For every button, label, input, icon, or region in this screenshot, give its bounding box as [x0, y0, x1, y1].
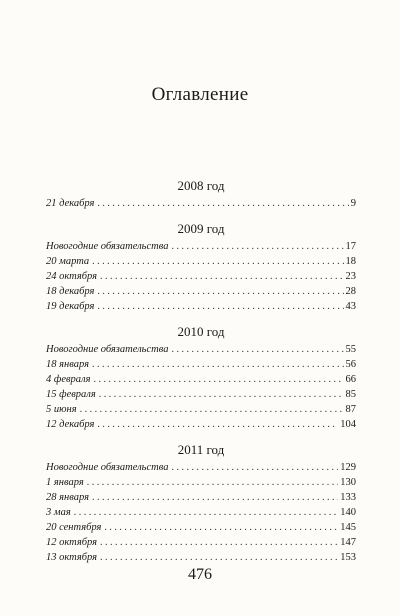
dot-leader: [97, 196, 348, 211]
toc-entry-page: 147: [340, 537, 356, 548]
dot-leader: [104, 520, 338, 535]
toc-entry-label: 15 февраля: [46, 389, 96, 400]
dot-leader: [171, 460, 338, 475]
toc-entry: [46, 505, 356, 520]
toc-entry-page: 87: [345, 404, 356, 415]
toc-entry: [46, 520, 356, 535]
toc-entry-page: 85: [345, 389, 356, 400]
toc-entry-label: Новогодние обязательства: [46, 241, 169, 252]
toc-entry: [46, 269, 356, 284]
table-of-contents: [46, 178, 356, 575]
dot-leader: [100, 550, 338, 565]
toc-entry: [46, 239, 356, 254]
toc-entry-page: 129: [340, 462, 356, 473]
toc-entry: [46, 490, 356, 505]
toc-entry-label: 20 сентября: [46, 522, 102, 533]
toc-entry: [46, 475, 356, 490]
toc-entry: [46, 387, 356, 402]
dot-leader: [74, 505, 339, 520]
dot-leader: [80, 402, 344, 417]
page-title: Оглавление: [151, 84, 249, 105]
toc-entry: [46, 372, 356, 387]
toc-entry-page: 56: [345, 359, 356, 370]
toc-entry-label: 19 декабря: [46, 301, 95, 312]
page-number: 476: [188, 566, 212, 583]
dot-leader: [97, 284, 343, 299]
dot-leader: [100, 269, 343, 284]
dot-leader: [92, 357, 344, 372]
toc-entry-page: 133: [340, 492, 356, 503]
toc-entry-label: Новогодние обязательства: [46, 344, 169, 355]
dot-leader: [97, 299, 343, 314]
toc-entry: [46, 284, 356, 299]
dot-leader: [100, 535, 338, 550]
toc-entry: [46, 254, 356, 269]
toc-entry-label: 12 октября: [46, 537, 98, 548]
toc-entry: [46, 196, 356, 211]
toc-entry: [46, 402, 356, 417]
toc-entry: [46, 550, 356, 565]
toc-entry-page: 17: [345, 241, 356, 252]
toc-entry-label: 20 марта: [46, 256, 90, 267]
toc-entry-page: 55: [345, 344, 356, 355]
dot-leader: [87, 475, 339, 490]
toc-entry-label: 12 декабря: [46, 419, 95, 430]
toc-entry-label: 1 января: [46, 477, 84, 488]
dot-leader: [94, 372, 344, 387]
dot-leader: [97, 417, 338, 432]
dot-leader: [99, 387, 344, 402]
toc-entry-label: 28 января: [46, 492, 89, 503]
toc-entry-label: 18 декабря: [46, 286, 95, 297]
dot-leader: [171, 239, 343, 254]
toc-entry-page: 43: [345, 301, 356, 312]
dot-leader: [171, 342, 343, 357]
toc-section-2009: [46, 221, 356, 314]
toc-section-2010: [46, 324, 356, 432]
toc-entry: [46, 299, 356, 314]
toc-section-2011: [46, 442, 356, 565]
toc-entry: [46, 357, 356, 372]
toc-entry: [46, 460, 356, 475]
dot-leader: [92, 490, 338, 505]
toc-entry-label: 3 мая: [46, 507, 71, 518]
toc-entry-label: 5 июня: [46, 404, 77, 415]
toc-entry-page: 130: [340, 477, 356, 488]
toc-entry-page: 9: [350, 198, 356, 209]
toc-entry-label: 21 декабря: [46, 198, 95, 209]
toc-entry-label: 4 февраля: [46, 374, 91, 385]
dot-leader: [92, 254, 343, 269]
toc-entry: [46, 535, 356, 550]
section-year-heading: 2009 год: [177, 221, 225, 236]
toc-entry-label: 18 января: [46, 359, 89, 370]
toc-section-2008: [46, 178, 356, 211]
toc-entry-page: 28: [345, 286, 356, 297]
section-year-heading: 2010 год: [177, 324, 225, 339]
toc-entry: [46, 342, 356, 357]
toc-entry-page: 153: [340, 552, 356, 563]
toc-entry-page: 23: [345, 271, 356, 282]
toc-entry-page: 145: [340, 522, 356, 533]
toc-entry-label: Новогодние обязательства: [46, 462, 169, 473]
toc-entry-page: 140: [340, 507, 356, 518]
toc-entry-page: 104: [340, 419, 356, 430]
toc-entry: [46, 417, 356, 432]
section-year-heading: 2011 год: [177, 442, 225, 457]
toc-entry-page: 18: [345, 256, 356, 267]
toc-entry-label: 13 октября: [46, 552, 98, 563]
toc-entry-page: 66: [345, 374, 356, 385]
toc-entry-label: 24 октября: [46, 271, 98, 282]
section-year-heading: 2008 год: [177, 178, 225, 193]
